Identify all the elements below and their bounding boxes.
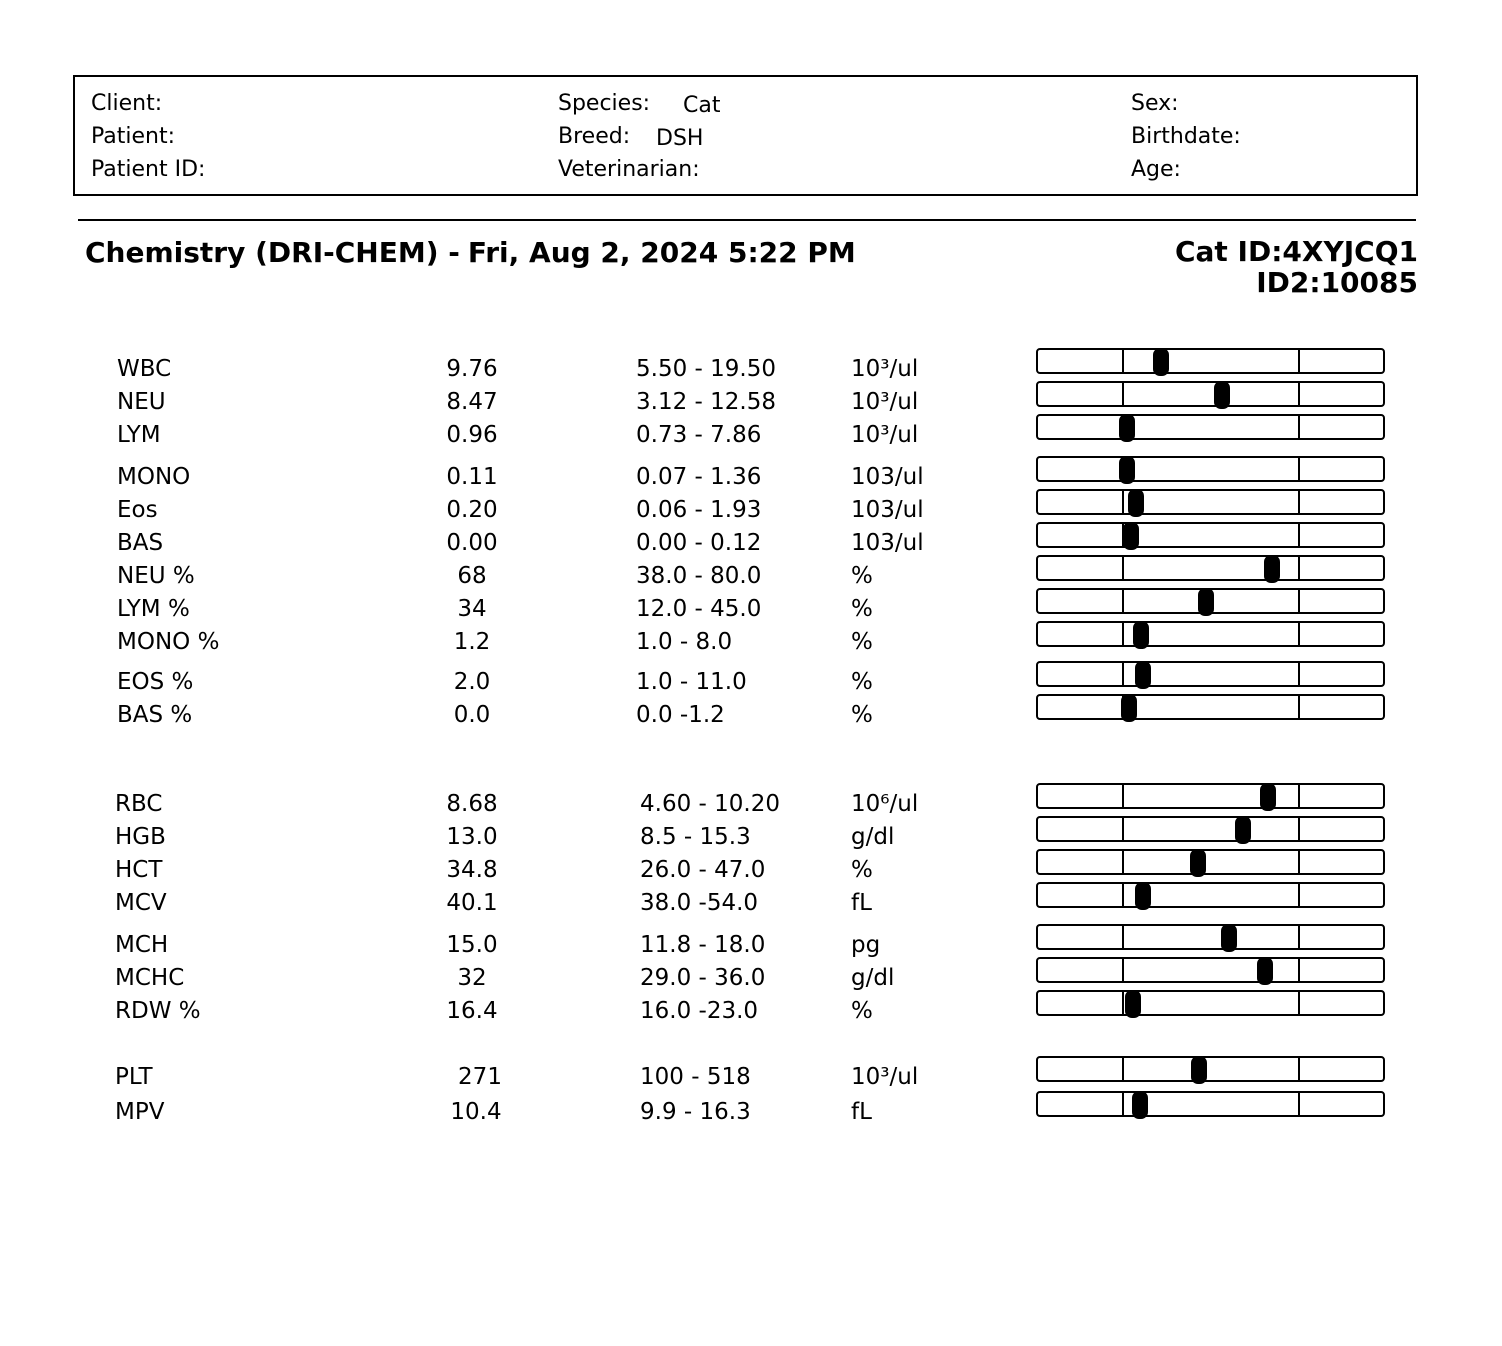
analyte-value: 1.2 — [453, 629, 491, 655]
range-low-tick — [1122, 663, 1124, 685]
birthdate-label: Birthdate: — [1131, 124, 1241, 149]
range-bar — [1036, 588, 1385, 614]
range-bar — [1036, 621, 1385, 647]
range-high-tick — [1298, 926, 1300, 948]
analyte-value: 8.47 — [446, 389, 498, 415]
analyte-value: 34 — [457, 596, 487, 622]
unit: % — [851, 702, 873, 728]
analyte-name: MCH — [115, 932, 169, 958]
value-marker — [1190, 849, 1206, 877]
value-marker — [1260, 783, 1276, 811]
range-high-tick — [1298, 350, 1300, 372]
range-low-tick — [1122, 491, 1124, 513]
range-low-tick — [1122, 1058, 1124, 1080]
analyte-name: PLT — [115, 1064, 153, 1090]
analyte-value: 40.1 — [446, 890, 498, 916]
unit: % — [851, 998, 873, 1024]
analyte-name: MONO — [117, 464, 191, 490]
range-high-tick — [1298, 851, 1300, 873]
range-bar — [1036, 1091, 1385, 1117]
analyte-value: 10.4 — [450, 1099, 502, 1125]
analyte-value: 0.96 — [446, 422, 498, 448]
analyte-name: NEU — [117, 389, 166, 415]
value-marker — [1119, 456, 1135, 484]
analyte-name: WBC — [117, 356, 172, 382]
analyte-value: 68 — [457, 563, 487, 589]
reference-range: 0.07 - 1.36 — [636, 464, 762, 490]
range-bar — [1036, 1056, 1385, 1082]
range-bar — [1036, 849, 1385, 875]
analyte-name: BAS — [117, 530, 164, 556]
reference-range: 1.0 - 8.0 — [636, 629, 733, 655]
range-high-tick — [1298, 818, 1300, 840]
unit: g/dl — [851, 965, 895, 991]
range-bar — [1036, 456, 1385, 482]
analyte-name: HGB — [115, 824, 166, 850]
analyte-name: BAS % — [117, 702, 193, 728]
value-marker — [1128, 489, 1144, 517]
range-bar — [1036, 957, 1385, 983]
range-bar — [1036, 381, 1385, 407]
range-high-tick — [1298, 458, 1300, 480]
unit: 10³/ul — [851, 356, 919, 382]
range-high-tick — [1298, 992, 1300, 1014]
divider — [78, 219, 1416, 221]
analyte-name: MPV — [115, 1099, 165, 1125]
range-high-tick — [1298, 959, 1300, 981]
breed-value: DSH — [656, 126, 704, 151]
value-marker — [1133, 621, 1149, 649]
patient-id-label: Patient ID: — [91, 157, 206, 182]
reference-range: 29.0 - 36.0 — [640, 965, 766, 991]
unit: fL — [851, 890, 872, 916]
value-marker — [1264, 555, 1280, 583]
range-high-tick — [1298, 884, 1300, 906]
reference-range: 0.73 - 7.86 — [636, 422, 762, 448]
value-marker — [1257, 957, 1273, 985]
analyte-name: RBC — [115, 791, 163, 817]
unit: 103/ul — [851, 530, 924, 556]
analyte-name: HCT — [115, 857, 163, 883]
range-bar — [1036, 924, 1385, 950]
value-marker — [1132, 1091, 1148, 1119]
range-low-tick — [1122, 884, 1124, 906]
analyte-name: MCV — [115, 890, 167, 916]
species-label: Species: — [558, 91, 651, 116]
client-label: Client: — [91, 91, 163, 116]
analyte-value: 2.0 — [453, 669, 491, 695]
range-low-tick — [1122, 851, 1124, 873]
reference-range: 38.0 - 80.0 — [636, 563, 762, 589]
range-low-tick — [1122, 350, 1124, 372]
value-marker — [1119, 414, 1135, 442]
range-high-tick — [1298, 590, 1300, 612]
unit: fL — [851, 1099, 872, 1125]
analyte-value: 13.0 — [446, 824, 498, 850]
unit: % — [851, 857, 873, 883]
range-bar — [1036, 816, 1385, 842]
range-bar — [1036, 694, 1385, 720]
analyte-value: 0.11 — [446, 464, 498, 490]
unit: % — [851, 563, 873, 589]
reference-range: 26.0 - 47.0 — [640, 857, 766, 883]
reference-range: 4.60 - 10.20 — [640, 791, 780, 817]
unit: 10³/ul — [851, 1064, 919, 1090]
range-low-tick — [1122, 818, 1124, 840]
range-high-tick — [1298, 524, 1300, 546]
reference-range: 1.0 - 11.0 — [636, 669, 747, 695]
range-high-tick — [1298, 1093, 1300, 1115]
analyte-name: Eos — [117, 497, 158, 523]
range-high-tick — [1298, 785, 1300, 807]
range-bar — [1036, 522, 1385, 548]
value-marker — [1214, 381, 1230, 409]
range-low-tick — [1122, 1093, 1124, 1115]
analyte-value: 15.0 — [446, 932, 498, 958]
unit: 103/ul — [851, 497, 924, 523]
cat-id: Cat ID:4XYJCQ1 — [1174, 235, 1418, 268]
unit: g/dl — [851, 824, 895, 850]
analyte-value: 0.00 — [446, 530, 498, 556]
report-type: Chemistry (DRI-CHEM) - — [85, 236, 460, 269]
range-bar — [1036, 990, 1385, 1016]
reference-range: 12.0 - 45.0 — [636, 596, 762, 622]
reference-range: 5.50 - 19.50 — [636, 356, 776, 382]
range-high-tick — [1298, 416, 1300, 438]
report-ids — [1175, 236, 1418, 298]
value-marker — [1235, 816, 1251, 844]
range-low-tick — [1122, 623, 1124, 645]
value-marker — [1121, 694, 1137, 722]
report-datetime: Fri, Aug 2, 2024 5:22 PM — [467, 236, 856, 269]
range-high-tick — [1298, 696, 1300, 718]
analyte-name: MONO % — [117, 629, 220, 655]
range-high-tick — [1298, 383, 1300, 405]
reference-range: 0.06 - 1.93 — [636, 497, 762, 523]
value-marker — [1191, 1056, 1207, 1084]
age-label: Age: — [1131, 157, 1181, 182]
analyte-value: 0.20 — [446, 497, 498, 523]
unit: % — [851, 596, 873, 622]
value-marker — [1135, 882, 1151, 910]
value-marker — [1123, 522, 1139, 550]
species-value: Cat — [683, 93, 721, 118]
analyte-value: 32 — [457, 965, 487, 991]
analyte-value: 9.76 — [446, 356, 498, 382]
id2: ID2:10085 — [1256, 266, 1418, 299]
range-low-tick — [1122, 785, 1124, 807]
reference-range: 11.8 - 18.0 — [640, 932, 766, 958]
report-title — [85, 236, 856, 269]
sex-label: Sex: — [1131, 91, 1179, 116]
reference-range: 8.5 - 15.3 — [640, 824, 751, 850]
analyte-name: NEU % — [117, 563, 195, 589]
range-bar — [1036, 348, 1385, 374]
analyte-value: 16.4 — [446, 998, 498, 1024]
range-high-tick — [1298, 1058, 1300, 1080]
reference-range: 0.00 - 0.12 — [636, 530, 762, 556]
range-bar — [1036, 414, 1385, 440]
range-low-tick — [1122, 590, 1124, 612]
range-high-tick — [1298, 623, 1300, 645]
analyte-name: EOS % — [117, 669, 194, 695]
range-high-tick — [1298, 491, 1300, 513]
range-low-tick — [1122, 383, 1124, 405]
range-low-tick — [1122, 959, 1124, 981]
reference-range: 0.0 -1.2 — [636, 702, 725, 728]
unit: 10⁶/ul — [851, 791, 919, 817]
analyte-value: 34.8 — [446, 857, 498, 883]
range-bar — [1036, 489, 1385, 515]
veterinarian-label: Veterinarian: — [558, 157, 700, 182]
unit: 10³/ul — [851, 422, 919, 448]
unit: pg — [851, 932, 881, 958]
value-marker — [1221, 924, 1237, 952]
reference-range: 9.9 - 16.3 — [640, 1099, 751, 1125]
reference-range: 100 - 518 — [640, 1064, 751, 1090]
analyte-value: 8.68 — [446, 791, 498, 817]
reference-range: 16.0 -23.0 — [640, 998, 759, 1024]
value-marker — [1135, 661, 1151, 689]
breed-label: Breed: — [558, 124, 631, 149]
range-low-tick — [1122, 557, 1124, 579]
range-low-tick — [1122, 992, 1124, 1014]
unit: % — [851, 629, 873, 655]
range-high-tick — [1298, 663, 1300, 685]
range-low-tick — [1122, 926, 1124, 948]
unit: % — [851, 669, 873, 695]
range-bar — [1036, 661, 1385, 687]
analyte-value: 0.0 — [453, 702, 491, 728]
analyte-name: RDW % — [115, 998, 201, 1024]
value-marker — [1198, 588, 1214, 616]
reference-range: 3.12 - 12.58 — [636, 389, 776, 415]
patient-label: Patient: — [91, 124, 176, 149]
unit: 103/ul — [851, 464, 924, 490]
range-high-tick — [1298, 557, 1300, 579]
value-marker — [1125, 990, 1141, 1018]
value-marker — [1153, 348, 1169, 376]
analyte-name: LYM — [117, 422, 161, 448]
range-bar — [1036, 882, 1385, 908]
analyte-name: MCHC — [115, 965, 185, 991]
range-bar — [1036, 555, 1385, 581]
analyte-value: 271 — [458, 1064, 502, 1090]
reference-range: 38.0 -54.0 — [640, 890, 759, 916]
range-bar — [1036, 783, 1385, 809]
analyte-name: LYM % — [117, 596, 190, 622]
unit: 10³/ul — [851, 389, 919, 415]
